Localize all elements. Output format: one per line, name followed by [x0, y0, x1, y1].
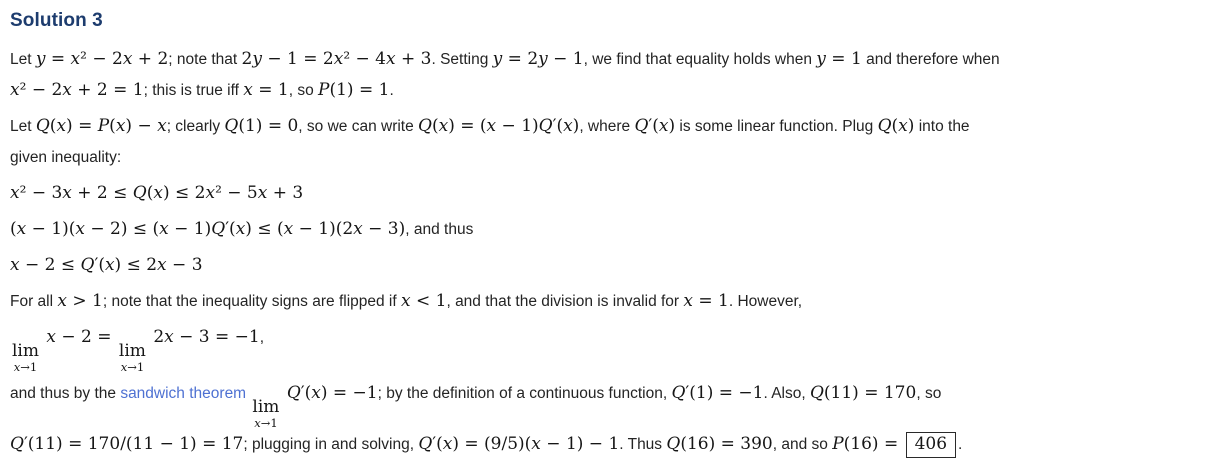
math-run: y = 2y − 1	[492, 49, 584, 69]
math-run: y = 1	[816, 49, 862, 69]
text-run: . Thus	[619, 436, 667, 454]
text-run: and therefore when	[861, 51, 1000, 68]
text-run: ,	[259, 329, 265, 346]
math-run: 2x − 3 = −1	[147, 327, 260, 347]
limit-notation: lim x→1	[118, 340, 146, 374]
text-line	[10, 250, 1202, 281]
equation-inequality-reduced	[10, 250, 1202, 281]
math-run: x = 1	[243, 80, 289, 100]
math-run: Q′(11) = 170/(11 − 1) = 17	[10, 434, 244, 455]
text-line	[10, 214, 1202, 245]
text-run	[246, 385, 250, 402]
math-run: x − 2 =	[46, 327, 117, 347]
math-run: Q′(x) = −1	[286, 383, 378, 404]
text-run: , so we can write	[298, 118, 419, 135]
math-run: x = 1	[683, 291, 729, 311]
math-run: Q′(x)	[634, 116, 676, 136]
math-run: Q(x)	[877, 116, 915, 136]
text-run: , and so	[772, 436, 833, 454]
text-run: , we find that equality holds when	[583, 51, 817, 68]
math-run: P(16) =	[832, 434, 904, 455]
text-line	[10, 378, 1202, 429]
math-run: Q′(1) = −1	[671, 383, 764, 404]
text-line	[10, 75, 1202, 106]
text-run: . However,	[728, 293, 803, 310]
math-run: Q(16) = 390	[666, 434, 773, 455]
text-run: , so	[288, 82, 319, 99]
text-run: For all	[10, 293, 58, 310]
math-run: x < 1	[400, 291, 447, 311]
text-line	[10, 322, 1202, 373]
equation-inequality-factored	[10, 214, 1202, 245]
text-line	[10, 429, 1202, 460]
math-run: Q(x) = P(x) − x	[35, 116, 167, 136]
para-conclusion	[10, 378, 1202, 460]
math-run: x > 1	[57, 291, 103, 311]
text-run: . Setting	[431, 51, 493, 68]
text-run: ; by the definition of a continuous function,	[377, 385, 672, 403]
limit-notation: lim x→1	[12, 340, 39, 374]
solution-heading: Solution 3	[10, 10, 103, 31]
text-run: ; plugging in and solving,	[243, 436, 419, 454]
text-run: is some linear function. Plug	[675, 118, 878, 135]
math-run: x² − 2x + 2 = 1	[10, 80, 144, 100]
text-run: , and that the division is invalid for	[446, 293, 684, 310]
para-flipped-signs	[10, 286, 1202, 317]
math-run: Q(1) = 0	[224, 116, 299, 136]
math-run: x − 2 ≤ Q′(x) ≤ 2x − 3	[10, 255, 203, 275]
equation-limits	[10, 322, 1202, 373]
equation-inequality-quadratics	[10, 178, 1202, 209]
text-run: ; clearly	[166, 118, 225, 135]
solution-body	[10, 44, 1202, 460]
math-run: y = x² − 2x + 2	[35, 49, 169, 69]
text-run: ; note that the inequality signs are flipped if	[102, 293, 401, 310]
limit-notation: lim x→1	[252, 396, 280, 430]
math-run: Q(11) = 170	[809, 383, 917, 404]
para-setup	[10, 44, 1202, 106]
text-run: Let	[10, 118, 36, 135]
text-run: .	[389, 82, 394, 99]
text-line	[10, 44, 1202, 75]
text-line	[10, 178, 1202, 209]
text-line	[10, 286, 1202, 317]
text-run: .	[958, 436, 963, 454]
sandwich-theorem-link[interactable]: sandwich theorem	[120, 385, 247, 403]
text-run: given inequality:	[10, 149, 122, 166]
text-run: , where	[579, 118, 635, 135]
math-run: P(1) = 1	[318, 80, 390, 100]
math-run: Q(x) = (x − 1)Q′(x)	[418, 116, 580, 136]
text-run: and thus by the	[10, 385, 121, 403]
math-run: Q′(x) = (9/5)(x − 1) − 1	[418, 434, 620, 455]
para-define-q	[10, 111, 1202, 173]
text-line	[10, 142, 1202, 173]
text-run: Let	[10, 51, 36, 68]
math-run: (x − 1)(x − 2) ≤ (x − 1)Q′(x) ≤ (x − 1)(2x − 3)	[10, 219, 406, 239]
text-run: into the	[914, 118, 970, 135]
text-run: , so	[916, 385, 942, 403]
text-line	[10, 111, 1202, 142]
text-run: ; note that	[168, 51, 242, 68]
text-run: . Also,	[763, 385, 810, 403]
boxed-answer: 406	[906, 432, 956, 458]
text-run: ; this is true iff	[143, 82, 244, 99]
math-run: x² − 3x + 2 ≤ Q(x) ≤ 2x² − 5x + 3	[10, 183, 304, 203]
text-run: , and thus	[405, 221, 474, 238]
math-run: 2y − 1 = 2x² − 4x + 3	[241, 49, 432, 69]
